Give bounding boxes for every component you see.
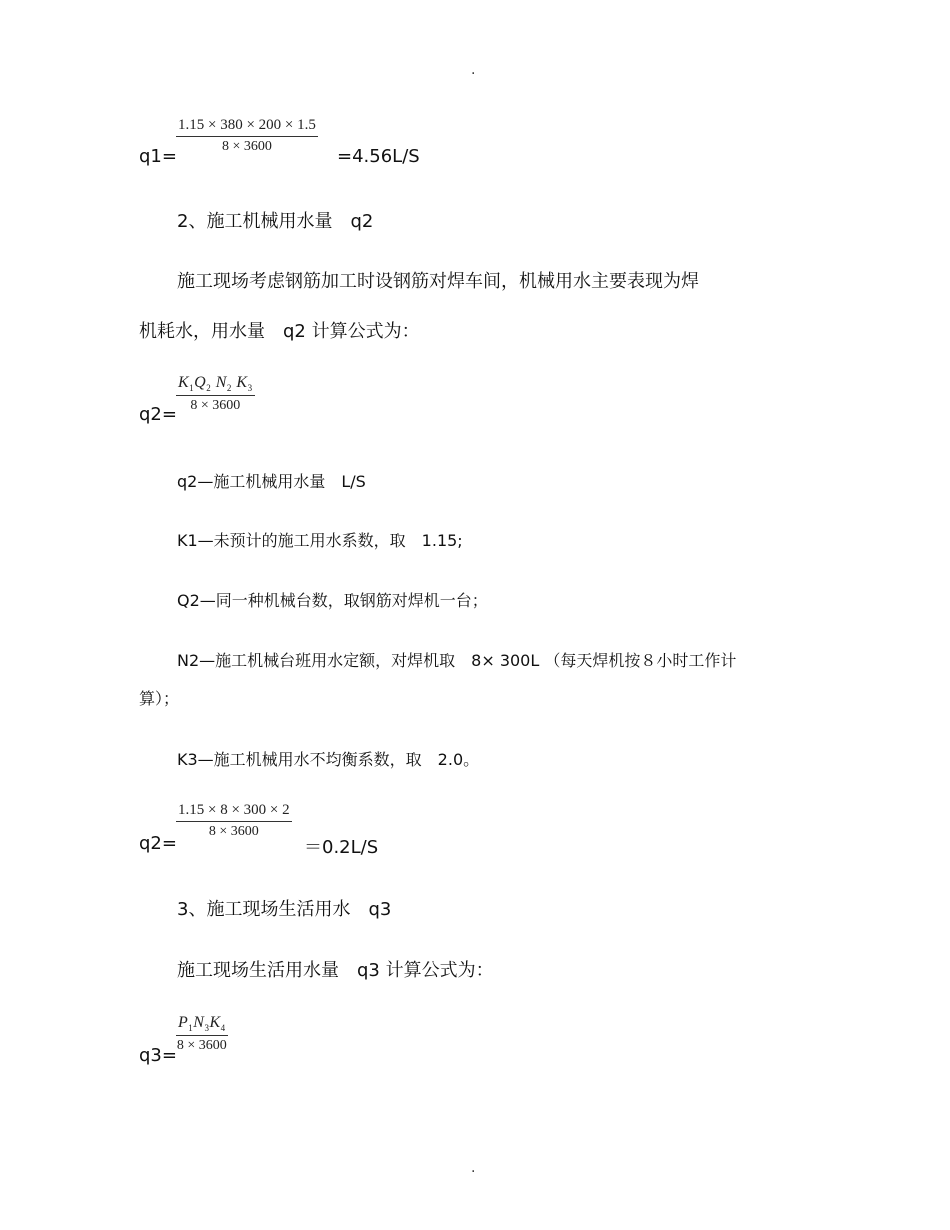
section3-heading: 3、施工现场生活用水 q3 xyxy=(177,899,392,920)
definition-q2: q2—施工机械用水量 L/S xyxy=(177,472,366,491)
q2-symbolic-denominator: 8 × 3600 xyxy=(190,398,241,414)
page-bottom-dot: . xyxy=(471,1160,476,1176)
q2-result-value: ＝0.2L/S xyxy=(304,837,379,858)
q3-symbolic-numerator: $P_1N_3K_4$ xyxy=(178,1014,226,1034)
section2-paragraph-line2: 机耗水，用水量 q2 计算公式为： xyxy=(139,321,420,342)
page-top-dot: . xyxy=(471,62,476,78)
q1-fraction xyxy=(176,117,318,155)
definition-n2-line2: 算）； xyxy=(139,689,180,708)
q2-result-fraction xyxy=(176,802,292,840)
definition-k1: K1—未预计的施工用水系数，取 1.15; xyxy=(177,531,463,550)
q3-symbolic-denominator: 8 × 3600 xyxy=(176,1038,227,1054)
q2-result-numerator: 1.15 × 8 × 300 × 2 xyxy=(178,802,290,818)
q3-formula-prefix: q3= xyxy=(139,1045,177,1066)
q1-denominator: 8 × 3600 xyxy=(221,139,272,154)
q2-symbolic-numerator: $K_1Q_2$ $N_2$ $K_3$ xyxy=(178,374,253,394)
q2-symbolic-fraction xyxy=(176,374,255,414)
definition-q2-count: Q2—同一种机械台数，取钢筋对焊机一台； xyxy=(177,591,488,610)
section2-heading: 2、施工机械用水量 q2 xyxy=(177,211,374,232)
q1-prefix: q1= xyxy=(139,146,177,167)
q1-numerator: 1.15 × 380 × 200 × 1.5 xyxy=(178,117,316,133)
q3-symbolic-fraction xyxy=(176,1014,228,1054)
definition-n2-line1: N2—施工机械台班用水定额，对焊机取 8× 300L （每天焊机按８小时工作计 xyxy=(177,651,737,670)
q1-result: =4.56L/S xyxy=(337,146,420,167)
q2-result-denominator: 8 × 3600 xyxy=(208,824,259,839)
q2-formula-prefix: q2= xyxy=(139,404,177,425)
q2-result-prefix: q2= xyxy=(139,833,177,854)
definition-k3: K3—施工机械用水不均衡系数，取 2.0。 xyxy=(177,750,480,769)
section2-paragraph-line1: 施工现场考虑钢筋加工时设钢筋对焊车间，机械用水主要表现为焊 xyxy=(177,271,699,292)
section3-paragraph: 施工现场生活用水量 q3 计算公式为： xyxy=(177,960,494,981)
